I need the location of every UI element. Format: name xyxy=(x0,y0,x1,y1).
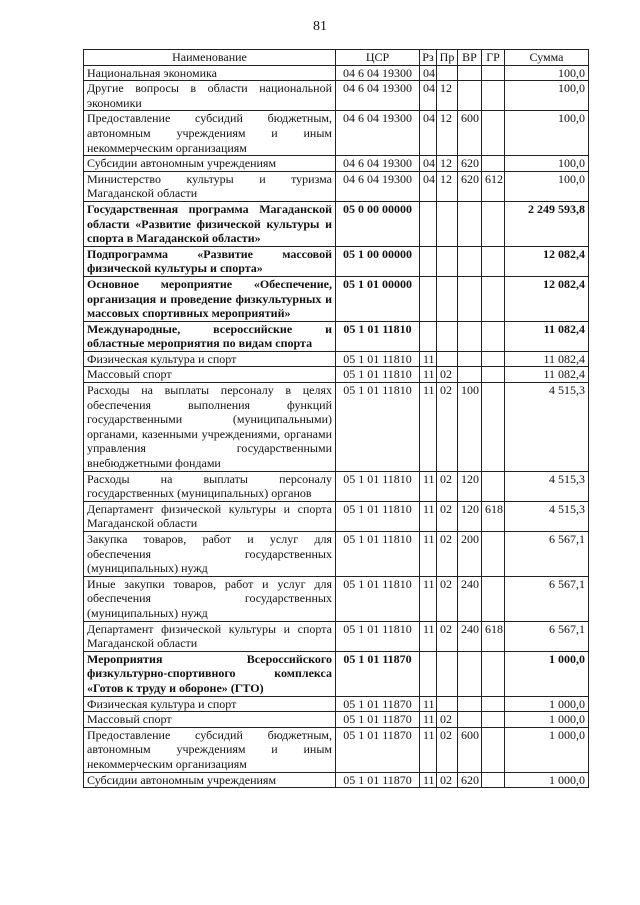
cell-rz: 04 xyxy=(420,171,437,201)
cell-vr xyxy=(458,246,482,276)
cell-csr: 04 6 04 19300 xyxy=(336,81,420,111)
cell-sum: 11 082,4 xyxy=(505,351,589,367)
table-row xyxy=(84,696,589,712)
cell-gr xyxy=(482,651,505,696)
cell-vr: 600 xyxy=(458,111,482,156)
cell-sum: 1 000,0 xyxy=(505,727,589,772)
cell-sum: 1 000,0 xyxy=(505,712,589,728)
cell-rz xyxy=(420,201,437,246)
cell-vr: 100 xyxy=(458,383,482,472)
cell-gr xyxy=(482,246,505,276)
cell-vr: 200 xyxy=(458,532,482,577)
cell-csr: 05 1 01 11870 xyxy=(336,696,420,712)
table-row xyxy=(84,171,589,201)
cell-csr: 05 0 00 00000 xyxy=(336,201,420,246)
cell-gr xyxy=(482,276,505,321)
cell-sum: 100,0 xyxy=(505,111,589,156)
cell-csr: 04 6 04 19300 xyxy=(336,156,420,172)
cell-rz: 11 xyxy=(420,576,437,621)
table-row xyxy=(84,111,589,156)
table-row xyxy=(84,621,589,651)
cell-sum: 100,0 xyxy=(505,171,589,201)
cell-pr: 12 xyxy=(437,111,458,156)
cell-csr: 05 1 01 11810 xyxy=(336,576,420,621)
cell-vr xyxy=(458,276,482,321)
cell-pr xyxy=(437,651,458,696)
cell-gr xyxy=(482,201,505,246)
table-row xyxy=(84,201,589,246)
cell-pr: 02 xyxy=(437,772,458,788)
cell-pr: 02 xyxy=(437,727,458,772)
cell-name: Подпрограмма «Развитие массовой физической культуры и спорта» xyxy=(84,246,336,276)
cell-rz: 04 xyxy=(420,81,437,111)
cell-gr xyxy=(482,696,505,712)
cell-sum: 11 082,4 xyxy=(505,367,589,383)
cell-csr: 05 1 01 11810 xyxy=(336,621,420,651)
cell-rz xyxy=(420,651,437,696)
cell-vr xyxy=(458,351,482,367)
cell-pr: 02 xyxy=(437,367,458,383)
cell-gr xyxy=(482,532,505,577)
cell-gr xyxy=(482,111,505,156)
cell-pr xyxy=(437,65,458,81)
cell-sum: 12 082,4 xyxy=(505,246,589,276)
page-number: 81 xyxy=(313,19,327,34)
cell-vr: 240 xyxy=(458,621,482,651)
cell-pr: 12 xyxy=(437,156,458,172)
cell-vr: 120 xyxy=(458,471,482,501)
cell-sum: 1 000,0 xyxy=(505,772,589,788)
cell-sum: 1 000,0 xyxy=(505,651,589,696)
cell-gr xyxy=(482,367,505,383)
cell-gr xyxy=(482,156,505,172)
cell-rz: 11 xyxy=(420,772,437,788)
table-row xyxy=(84,276,589,321)
cell-vr xyxy=(458,321,482,351)
cell-pr: 02 xyxy=(437,383,458,472)
table-row xyxy=(84,712,589,728)
cell-gr xyxy=(482,471,505,501)
cell-gr xyxy=(482,772,505,788)
cell-vr: 240 xyxy=(458,576,482,621)
table-header-row xyxy=(84,50,589,66)
cell-name: Физическая культура и спорт xyxy=(84,351,336,367)
cell-name: Иные закупки товаров, работ и услуг для обеспечения государственных (муниципальных) нужд xyxy=(84,576,336,621)
cell-pr: 02 xyxy=(437,501,458,531)
cell-sum: 4 515,3 xyxy=(505,501,589,531)
cell-csr: 05 1 01 11870 xyxy=(336,727,420,772)
cell-rz: 11 xyxy=(420,383,437,472)
cell-sum: 100,0 xyxy=(505,156,589,172)
table-row xyxy=(84,246,589,276)
table-row xyxy=(84,727,589,772)
cell-name: Массовый спорт xyxy=(84,712,336,728)
cell-csr: 05 1 01 11810 xyxy=(336,321,420,351)
cell-sum: 1 000,0 xyxy=(505,696,589,712)
cell-gr: 612 xyxy=(482,171,505,201)
header-rz: Рз xyxy=(420,50,437,66)
cell-vr xyxy=(458,651,482,696)
cell-rz: 11 xyxy=(420,621,437,651)
cell-name: Национальная экономика xyxy=(84,65,336,81)
cell-gr xyxy=(482,81,505,111)
cell-csr: 04 6 04 19300 xyxy=(336,111,420,156)
cell-rz xyxy=(420,246,437,276)
cell-name: Департамент физической культуры и спорта Магаданской области xyxy=(84,621,336,651)
cell-csr: 05 1 01 11810 xyxy=(336,351,420,367)
cell-name: Физическая культура и спорт xyxy=(84,696,336,712)
cell-gr xyxy=(482,712,505,728)
cell-sum: 6 567,1 xyxy=(505,621,589,651)
budget-table xyxy=(83,49,589,788)
cell-sum: 4 515,3 xyxy=(505,383,589,472)
cell-rz: 11 xyxy=(420,501,437,531)
cell-sum: 4 515,3 xyxy=(505,471,589,501)
cell-name: Международные, всероссийские и областные мероприятия по видам спорта xyxy=(84,321,336,351)
cell-rz: 11 xyxy=(420,696,437,712)
header-vr: ВР xyxy=(458,50,482,66)
table-row xyxy=(84,367,589,383)
cell-vr: 120 xyxy=(458,501,482,531)
cell-csr: 05 1 01 11870 xyxy=(336,712,420,728)
cell-csr: 05 1 01 00000 xyxy=(336,276,420,321)
cell-pr xyxy=(437,696,458,712)
cell-gr: 618 xyxy=(482,621,505,651)
cell-rz: 04 xyxy=(420,65,437,81)
cell-name: Расходы на выплаты персоналу государственных (муниципальных) органов xyxy=(84,471,336,501)
cell-vr xyxy=(458,81,482,111)
cell-pr xyxy=(437,201,458,246)
cell-pr: 02 xyxy=(437,576,458,621)
cell-pr xyxy=(437,276,458,321)
cell-pr: 12 xyxy=(437,81,458,111)
cell-gr xyxy=(482,727,505,772)
cell-name: Министерство культуры и туризма Магаданской области xyxy=(84,171,336,201)
table-body xyxy=(84,65,589,788)
cell-name: Другие вопросы в области национальной экономики xyxy=(84,81,336,111)
cell-sum: 12 082,4 xyxy=(505,276,589,321)
cell-vr: 600 xyxy=(458,727,482,772)
cell-csr: 04 6 04 19300 xyxy=(336,171,420,201)
cell-csr: 05 1 00 00000 xyxy=(336,246,420,276)
cell-pr xyxy=(437,351,458,367)
cell-vr xyxy=(458,201,482,246)
table-row xyxy=(84,81,589,111)
cell-gr xyxy=(482,321,505,351)
cell-rz: 04 xyxy=(420,156,437,172)
cell-gr xyxy=(482,65,505,81)
cell-name: Предоставление субсидий бюджетным, автономным учреждениям и иным некоммерческим организациям xyxy=(84,111,336,156)
cell-pr xyxy=(437,246,458,276)
table-row xyxy=(84,351,589,367)
cell-sum: 6 567,1 xyxy=(505,532,589,577)
cell-pr: 02 xyxy=(437,471,458,501)
table-row xyxy=(84,651,589,696)
cell-csr: 05 1 01 11810 xyxy=(336,383,420,472)
table-row xyxy=(84,576,589,621)
cell-name: Мероприятия Всероссийского физкультурно-спортивного комплекса «Готов к труду и обороне» (ГТО) xyxy=(84,651,336,696)
cell-rz: 11 xyxy=(420,727,437,772)
cell-vr: 620 xyxy=(458,772,482,788)
header-sum: Сумма xyxy=(505,50,589,66)
cell-csr: 05 1 01 11810 xyxy=(336,501,420,531)
cell-sum: 6 567,1 xyxy=(505,576,589,621)
table-row xyxy=(84,471,589,501)
cell-vr xyxy=(458,712,482,728)
cell-name: Основное мероприятие «Обеспечение, организация и проведение физкультурных и массовых спортивных мероприятий» xyxy=(84,276,336,321)
cell-pr: 02 xyxy=(437,712,458,728)
table-row xyxy=(84,501,589,531)
cell-rz xyxy=(420,276,437,321)
cell-gr xyxy=(482,351,505,367)
cell-rz: 11 xyxy=(420,351,437,367)
table-row xyxy=(84,65,589,81)
cell-pr: 02 xyxy=(437,532,458,577)
cell-pr: 12 xyxy=(437,171,458,201)
cell-rz: 11 xyxy=(420,712,437,728)
cell-name: Предоставление субсидий бюджетным, автономным учреждениям и иным некоммерческим организациям xyxy=(84,727,336,772)
header-name: Наименование xyxy=(84,50,336,66)
cell-pr: 02 xyxy=(437,621,458,651)
cell-name: Закупка товаров, работ и услуг для обеспечения государственных (муниципальных) нужд xyxy=(84,532,336,577)
cell-vr xyxy=(458,367,482,383)
cell-pr xyxy=(437,321,458,351)
cell-vr: 620 xyxy=(458,156,482,172)
cell-name: Субсидии автономным учреждениям xyxy=(84,772,336,788)
cell-sum: 2 249 593,8 xyxy=(505,201,589,246)
cell-rz xyxy=(420,321,437,351)
cell-name: Государственная программа Магаданской области «Развитие физической культуры и спорта в Магаданской области» xyxy=(84,201,336,246)
cell-name: Субсидии автономным учреждениям xyxy=(84,156,336,172)
cell-csr: 05 1 01 11810 xyxy=(336,471,420,501)
cell-vr xyxy=(458,65,482,81)
cell-rz: 11 xyxy=(420,471,437,501)
header-csr: ЦСР xyxy=(336,50,420,66)
cell-name: Расходы на выплаты персоналу в целях обеспечения выполнения функций государственными (муниципальными) органами, казенными учреждениями, органами управления государственными внебюджетными фондами xyxy=(84,383,336,472)
cell-sum: 11 082,4 xyxy=(505,321,589,351)
cell-csr: 04 6 04 19300 xyxy=(336,65,420,81)
cell-vr xyxy=(458,696,482,712)
cell-gr xyxy=(482,383,505,472)
cell-name: Массовый спорт xyxy=(84,367,336,383)
cell-gr xyxy=(482,576,505,621)
table-row xyxy=(84,321,589,351)
table-row xyxy=(84,383,589,472)
cell-csr: 05 1 01 11810 xyxy=(336,532,420,577)
cell-csr: 05 1 01 11870 xyxy=(336,651,420,696)
cell-sum: 100,0 xyxy=(505,65,589,81)
table-row xyxy=(84,772,589,788)
cell-rz: 04 xyxy=(420,111,437,156)
cell-csr: 05 1 01 11810 xyxy=(336,367,420,383)
cell-csr: 05 1 01 11870 xyxy=(336,772,420,788)
header-gr: ГР xyxy=(482,50,505,66)
header-pr: Пр xyxy=(437,50,458,66)
cell-sum: 100,0 xyxy=(505,81,589,111)
cell-rz: 11 xyxy=(420,367,437,383)
cell-rz: 11 xyxy=(420,532,437,577)
cell-name: Департамент физической культуры и спорта Магаданской области xyxy=(84,501,336,531)
cell-gr: 618 xyxy=(482,501,505,531)
table-row xyxy=(84,532,589,577)
table-row xyxy=(84,156,589,172)
cell-vr: 620 xyxy=(458,171,482,201)
